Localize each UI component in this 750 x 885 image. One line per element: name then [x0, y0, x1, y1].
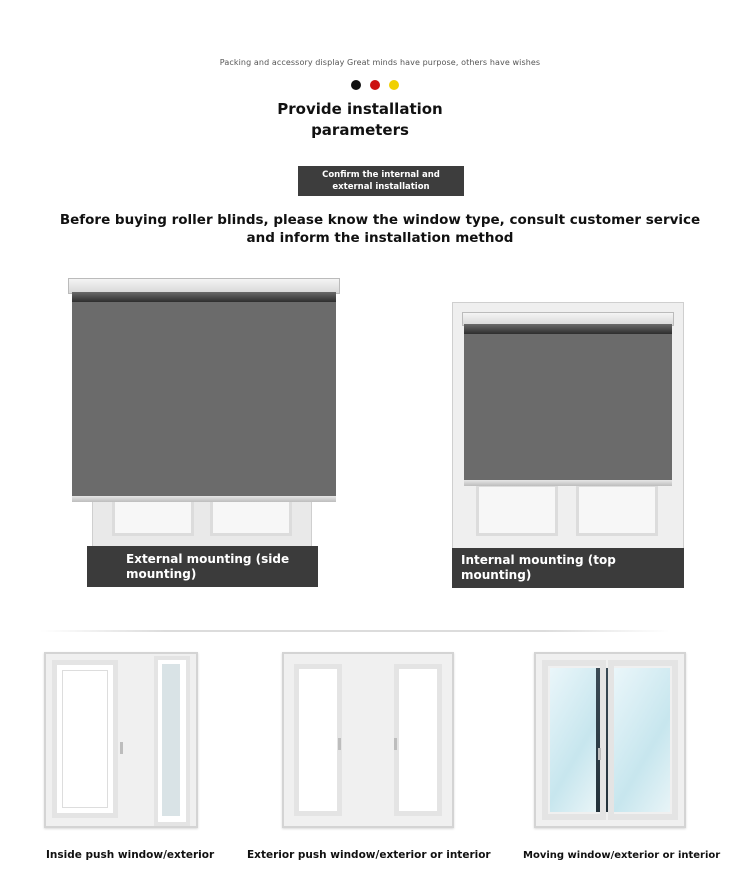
- dot-yellow: [389, 80, 399, 90]
- window-handle: [120, 742, 123, 754]
- title-line-2: parameters: [311, 121, 409, 139]
- blind-fabric: [464, 334, 672, 482]
- inside-push-window-illustration: [44, 652, 198, 828]
- dot-red: [370, 80, 380, 90]
- internal-mounting-illustration: [452, 302, 684, 588]
- window-glass-left: [62, 670, 108, 808]
- blind-roller-tube: [72, 292, 336, 302]
- note-line-1: Before buying roller blinds, please know the window type, consult customer service: [59, 212, 701, 228]
- dot-black: [351, 80, 361, 90]
- title-line-1: Provide installation: [277, 100, 443, 118]
- exterior-push-window-illustration: [282, 652, 454, 828]
- external-mounting-illustration: [68, 278, 340, 588]
- confirm-badge: [298, 166, 464, 196]
- caption-line-2: mounting): [126, 566, 197, 581]
- external-mounting-caption: [87, 546, 318, 587]
- window-sash-right: [210, 496, 292, 536]
- moving-window-label: Moving window/exterior or interior: [523, 850, 721, 861]
- inside-push-window-label: Inside push window/exterior: [46, 849, 215, 861]
- window-handle-right: [394, 738, 397, 750]
- tagline: Packing and accessory display Great minds have purpose, others have wishes: [219, 58, 541, 67]
- window-sash-right: [394, 664, 442, 816]
- window-sash-right: [576, 484, 658, 536]
- caption-text: Internal mounting (top mounting): [461, 553, 616, 582]
- window-sash-glass: [162, 664, 180, 816]
- window-sash-left: [112, 496, 194, 536]
- section-divider: [40, 630, 670, 632]
- blind-fabric: [72, 302, 336, 498]
- blind-bottom-bar: [464, 480, 672, 486]
- instruction-note: [50, 211, 710, 247]
- window-handle-left: [338, 738, 341, 750]
- color-dots: [351, 80, 399, 90]
- badge-line-1: Confirm the internal and: [322, 170, 440, 180]
- blind-roller-tube: [464, 324, 672, 334]
- window-sash-left: [294, 664, 342, 816]
- moving-window-illustration: [534, 652, 686, 828]
- window-handle: [598, 748, 601, 760]
- caption-line-1: External mounting (side: [126, 551, 290, 566]
- window-fixed-sash: [608, 660, 678, 820]
- badge-line-2: external installation: [332, 182, 430, 192]
- page-title: [0, 99, 720, 141]
- window-sliding-sash: [542, 660, 606, 820]
- blind-bottom-bar: [72, 496, 336, 502]
- exterior-push-window-label: Exterior push window/exterior or interior: [247, 849, 491, 861]
- window-sash-left: [476, 484, 558, 536]
- internal-mounting-caption: [452, 548, 684, 588]
- note-line-2: and inform the installation method: [246, 230, 514, 246]
